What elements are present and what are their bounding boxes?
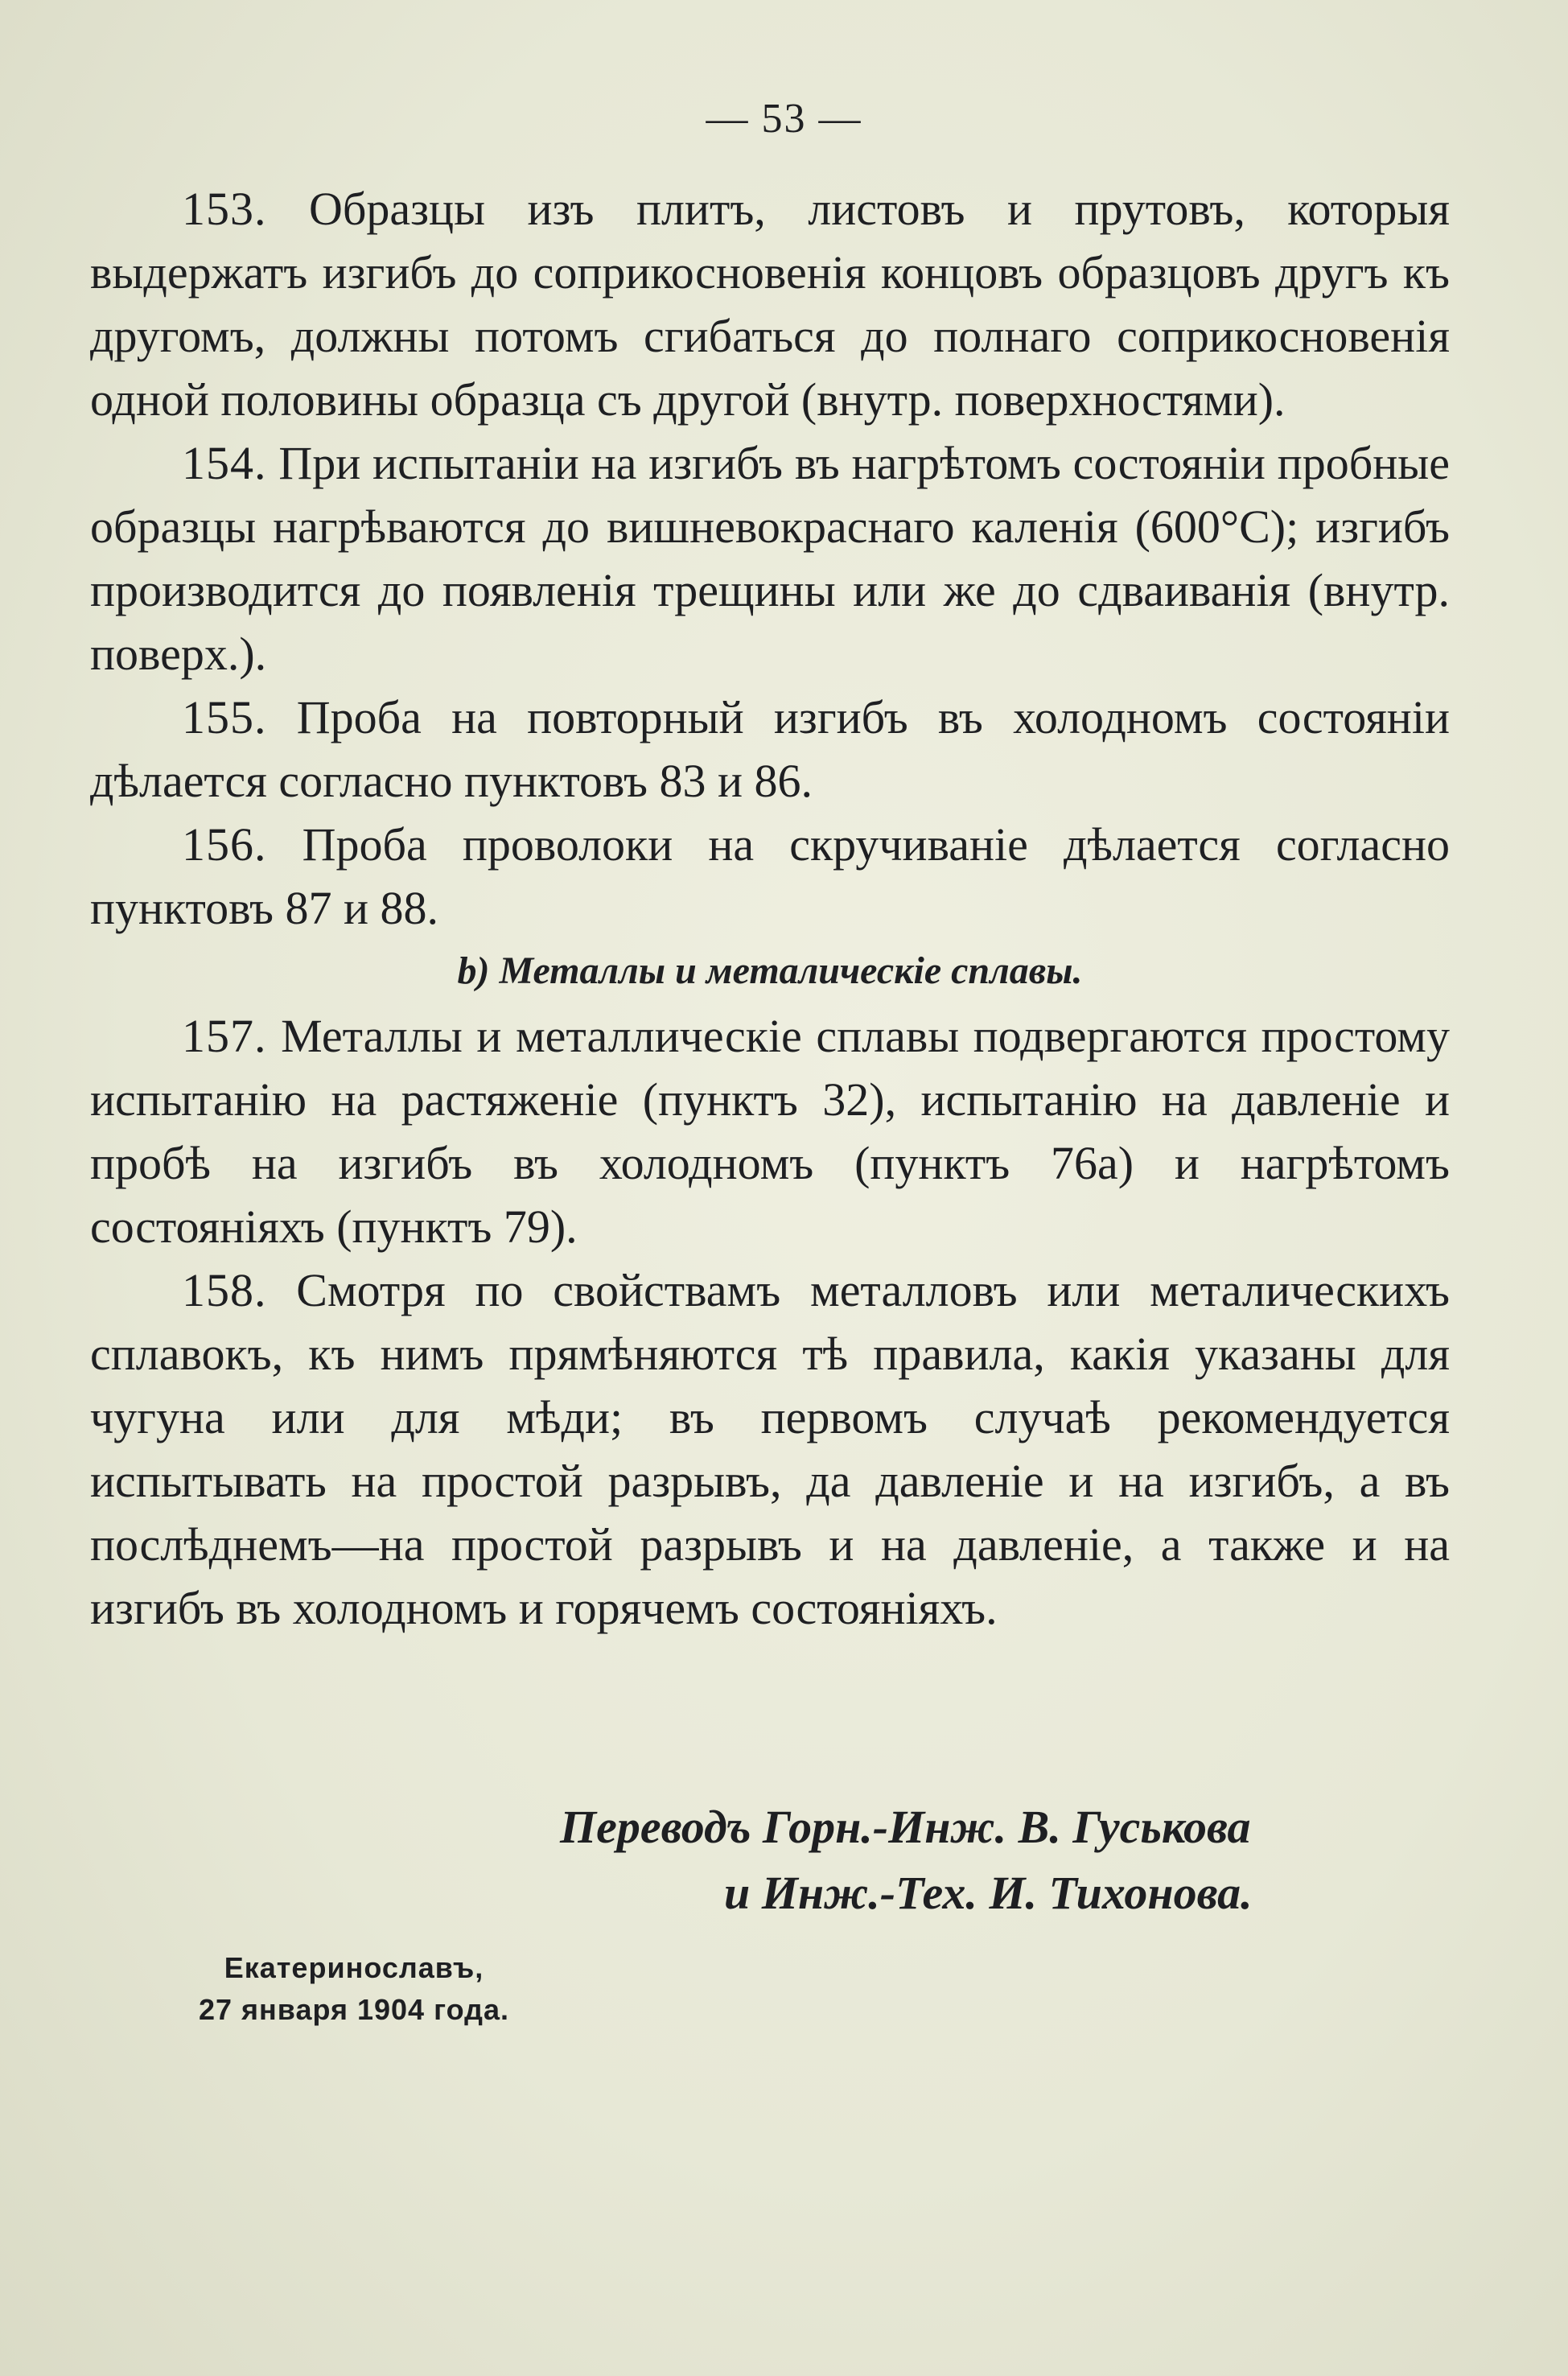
- paragraph-text: При испытаніи на изгибъ въ нагрѣтомъ состояніи пробные образцы нагрѣваются до вишневокраснаго каленія (600°C); изгибъ производится до появленія трещины или же до сдваиванія (внутр. поверх.).: [90, 437, 1450, 680]
- paragraph-text: Проба проволоки на скручиваніе дѣлается согласно пунктовъ 87 и 88.: [90, 818, 1450, 934]
- paragraph-text: Металлы и металлическіе сплавы подвергаются простому испытанію на растяженіе (пунктъ 32), испытанію на давленіе и пробѣ на изгибъ въ холодномъ (пунктъ 76a) и нагрѣтомъ состояніяхъ (пунктъ 79).: [90, 1010, 1450, 1253]
- paragraph-158: [90, 1258, 1450, 1640]
- paragraph-number: 153.: [182, 183, 267, 235]
- date: 27 января 1904 года.: [199, 1993, 509, 2026]
- paragraph-number: 156.: [182, 818, 267, 871]
- translator-signature: [483, 1794, 1287, 1926]
- place: Екатеринославъ,: [224, 1951, 484, 1984]
- paragraph-text: Проба на повторный изгибъ въ холодномъ состояніи дѣлается согласно пунктовъ 83 и 86.: [90, 691, 1451, 807]
- paragraph-number: 154.: [182, 437, 267, 489]
- paragraph-number: 158.: [182, 1264, 267, 1316]
- signature-line-1: Переводъ Горн.-Инж. В. Гуськова: [560, 1801, 1251, 1853]
- paragraph-153: [90, 177, 1450, 431]
- paragraph-number: 155.: [182, 691, 267, 743]
- paragraph-154: [90, 431, 1450, 686]
- paragraph-156: [90, 813, 1450, 940]
- section-subheading: b) Металлы и металическіе сплавы.: [457, 949, 1083, 992]
- paragraph-text: Образцы изъ плитъ, листовъ и прутовъ, которыя выдержатъ изгибъ до соприкосновенія концовъ образцовъ другъ къ другомъ, должны потомъ сгибаться до полнаго соприкосновенія одной половины образца съ другой (внутр. поверхностями).: [90, 183, 1450, 426]
- place-and-date: [129, 1947, 579, 2031]
- body-text: [90, 177, 1450, 1640]
- paragraph-155: [90, 686, 1450, 813]
- paragraph-text: Смотря по свойствамъ металловъ или металическихъ сплавокъ, къ нимъ прямѣняются тѣ правила, какія указаны для чугуна или для мѣди; въ первомъ случаѣ рекомендуется испытывать на простой разрывъ, да давленіе и на изгибъ, а въ послѣднемъ—на простой разрывъ и на давленіе, а также и на изгибъ въ холодномъ и горячемъ состояніяхъ.: [90, 1264, 1451, 1634]
- signature-line-2: и Инж.-Тех. И. Тихонова.: [724, 1867, 1253, 1919]
- paragraph-157: [90, 1004, 1450, 1258]
- page-number: — 53 —: [706, 96, 862, 142]
- paragraph-number: 157.: [182, 1010, 267, 1062]
